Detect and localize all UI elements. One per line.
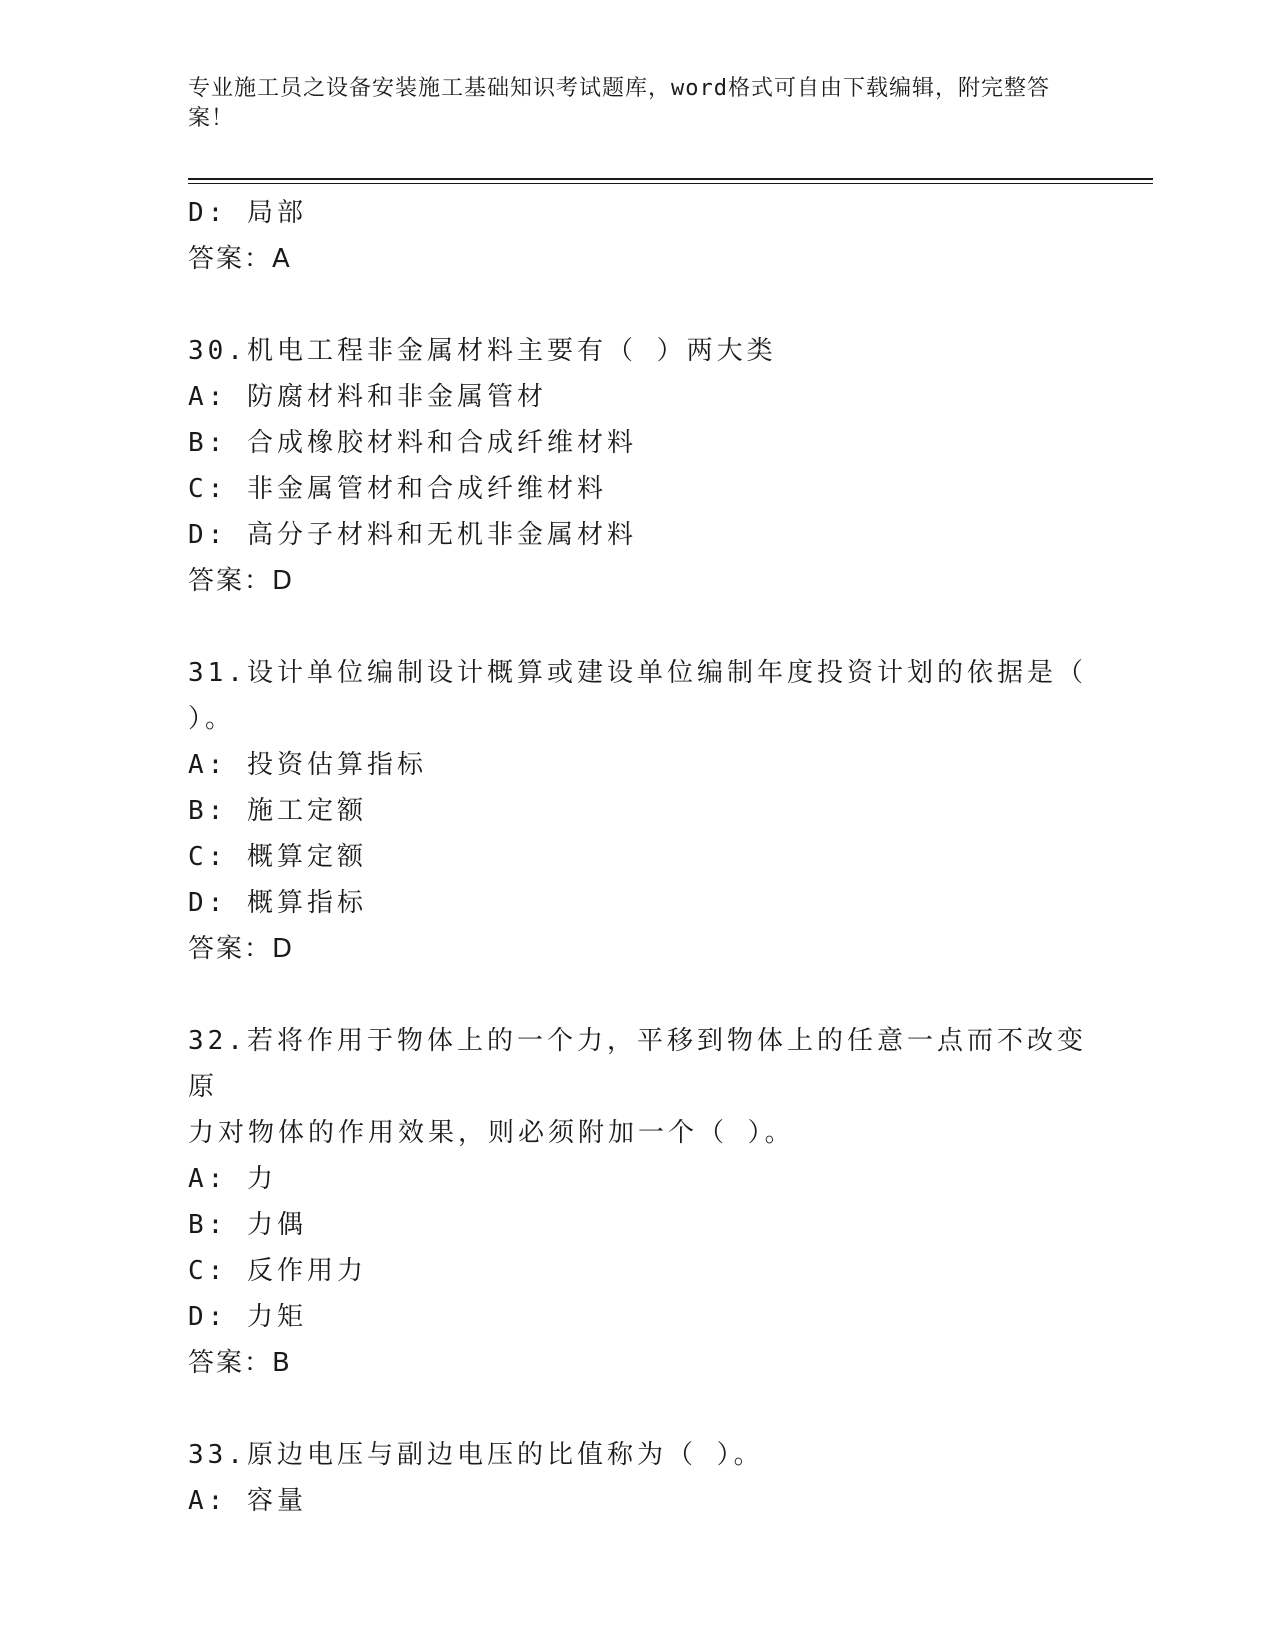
question-32 xyxy=(188,1018,1088,1386)
question-stem: 32.若将作用于物体上的一个力，平移到物体上的任意一点而不改变原 力对物体的作用效果，则必须附加一个（ ）。 xyxy=(188,1026,1087,1148)
option-d: D: 高分子材料和无机非金属材料 xyxy=(188,520,637,550)
prev-option-d: D: 局部 xyxy=(188,198,307,228)
question-stem: 33.原边电压与副边电压的比值称为（ ）。 xyxy=(188,1440,764,1470)
question-30 xyxy=(188,328,1088,604)
option-a: A: 防腐材料和非金属管材 xyxy=(188,382,547,412)
question-33 xyxy=(188,1432,1088,1524)
option-c: C: 反作用力 xyxy=(188,1256,367,1286)
option-a: A: 力 xyxy=(188,1164,277,1194)
spacer xyxy=(188,1386,1088,1432)
question-stem: 31.设计单位编制设计概算或建设单位编制年度投资计划的依据是（ ）。 xyxy=(188,658,1087,734)
question-list xyxy=(188,190,1088,1524)
document-header: 专业施工员之设备安装施工基础知识考试题库，word格式可自由下载编辑，附完整答案！ xyxy=(188,76,1050,131)
header-rule-thin xyxy=(188,183,1153,184)
spacer xyxy=(188,282,1088,328)
option-b: B: 合成橡胶材料和合成纤维材料 xyxy=(188,428,637,458)
option-d: D: 力矩 xyxy=(188,1302,307,1332)
option-b: B: 力偶 xyxy=(188,1210,307,1240)
question-stem: 30.机电工程非金属材料主要有（ ）两大类 xyxy=(188,336,777,366)
option-a: A: 容量 xyxy=(188,1486,307,1516)
option-a: A: 投资估算指标 xyxy=(188,750,427,780)
prev-answer: 答案：A xyxy=(188,244,292,274)
header-rule-thick xyxy=(188,178,1153,180)
spacer xyxy=(188,972,1088,1018)
option-c: C: 概算定额 xyxy=(188,842,367,872)
option-c: C: 非金属管材和合成纤维材料 xyxy=(188,474,607,504)
option-d: D: 概算指标 xyxy=(188,888,367,918)
answer: 答案：D xyxy=(188,566,295,596)
answer: 答案：D xyxy=(188,934,295,964)
answer: 答案：B xyxy=(188,1348,292,1378)
option-b: B: 施工定额 xyxy=(188,796,367,826)
spacer xyxy=(188,604,1088,650)
question-31 xyxy=(188,650,1088,972)
